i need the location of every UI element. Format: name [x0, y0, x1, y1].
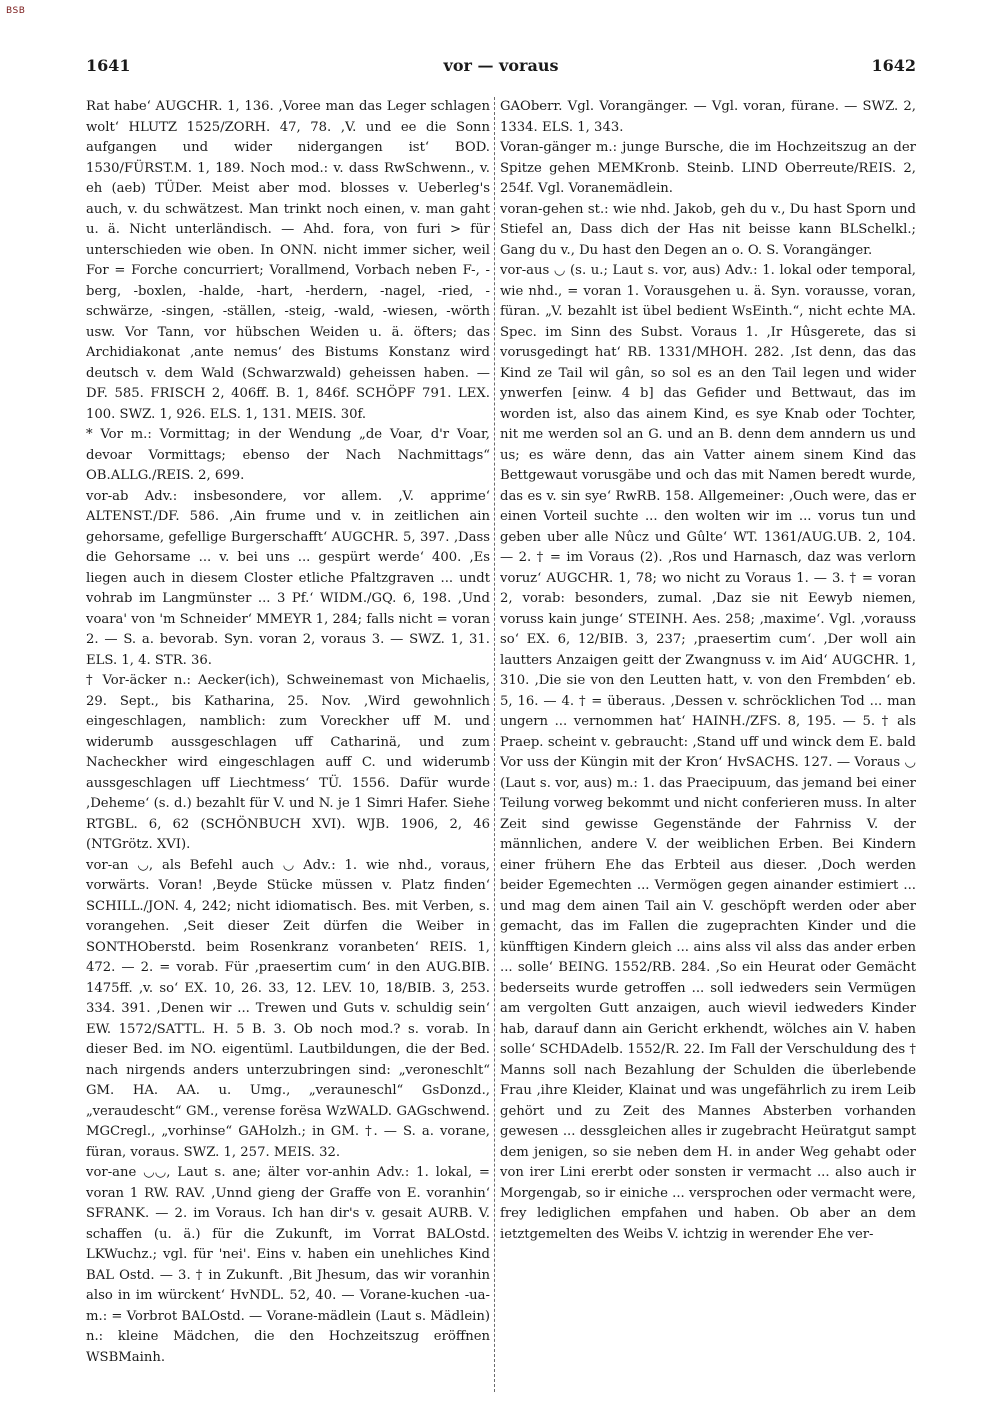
entry-paragraph: Rat habe‘ AUGCHR. 1, 136. ‚Voree man das Leger schlagen wolt‘ HLUTZ 1525/ZORH. 47, 78. ‚V. und ee die Sonn aufgangen und wider nidergangen ist‘ BOD. 1530/FÜRST.M. 1, 189. Noch mod.: v. dass RwSchwenn., v. eh (aeb) TÜDer. Meist aber mod. blosses v. Ueberleg's auch, v. du schwätzest. Man trinkt noch einen, v. man gaht u. ä. Nicht unterländisch. — Ahd. fora, von furi > für unterschieden wie oben. In ONN. nicht immer sicher, weil For = Forche concurriert; Vorallmend, Vorbach neben F-, -berg, -boxlen, -halde, -hart, -herdern, -nagel, -ried, -schwärze, -singen, -ställen, -steig, -wald, -wiesen, -wörth usw. Vor Tann, vor hübschen Weiden u. ä. öfters; das Archidiakonat ‚ante nemus‘ des Bistums Konstanz wird deutsch v. dem Wald (Schwarzwald) geheissen haben. — DF. 585. FRISCH 2, 406ff. B. 1, 846f. SCHÖPF 791. LEX. 100. SWZ. 1, 926. ELS. 1, 131. MEIS. 30f. — [86, 99, 490, 422]
entry-voran: vor-an ◡, als Befehl auch ◡ Adv.: 1. wie nhd., voraus, vorwärts. Voran! ‚Beyde Stücke müssen v. Platz finden‘ SCHILL./JON. 4, 242; nicht idiomatisch. Bes. mit Verben, s. vorangehen. ‚Seit dieser Zeit dürfen die Weiber in SONTHOberstd. beim Rosenkranz voranbeten‘ REIS. 1, 472. — 2. = vorab. Für ‚praesertim cum‘ in den AUG.BIB. 1475ff. ‚v. so‘ EX. 10, 26. 33, 12. LEV. 10, 18/BIB. 3, 253. 334. 391. ‚Denen wir ... Trewen und Guts v. schuldig sein‘ EW. 1572/SATTL. H. 5 B. 3. Ob noch mod.? s. vorab. In dieser Bed. im NO. eigentüml. Lautbildungen, die der Bed. nach nirgends anders unterzubringen sind: „veroneschlt“ GM. HA. AA. u. Umg., „verauneschl“ GsDonzd., „veraudescht“ GM., verense forësa WzWALD. GAGschwend. MGCregl., „vorhinse“ GAHolzh.; in GM. †. — S. a. vorane, füran, voraus. SWZ. 1, 257. MEIS. 32. — [86, 857, 490, 1160]
entry-vorangaenger: Voran-gänger m.: junge Bursche, die im Hochzeitszug an der Spitze gehen MEMKronb. Steinb. LIND Oberreute/REIS. 2, 254f. Vgl. Voranemädlein. — [500, 140, 916, 196]
right-column — [500, 97, 916, 1397]
entry-voraecker: † Vor-äcker n.: Aecker(ich), Schweinemast von Michaelis, 29. Sept., bis Katharina, 25. Nov. ‚Wird gewohnlich eingeschlagen, namblich: zum Voreckher uff M. und widerumb aussgeschlagen uff Catharinä, und zum Nacheckher wird eingeschlagen auff C. und widerumb aussgeschlagen uff Liechtmess‘ TÜ. 1556. Dafür wurde ‚Deheme‘ (s. d.) bezahlt für V. und N. je 1 Simri Hafer. Siehe RTGBL. 6, 62 (SCHÖNBUCH XVI). WJB. 1906, 2, 46 (NTGrötz. XVI). — [86, 673, 490, 852]
column-divider — [494, 97, 495, 1392]
entry-vorane: vor-ane ◡◡, Laut s. ane; älter vor-anhin Adv.: 1. lokal, = voran 1 RW. RAV. ‚Unnd gieng der Graffe von E. voranhin‘ SFRANK. — 2. im Voraus. Ich han dir's v. gesait AURB. V. schaffen (u. ä.) für die Zukunft, im Vorrat BALOstd. LKWuchz.; vgl. für 'nei'. Eins v. haben ein unehliches Kind BAL Ostd. — 3. † in Zukunft. ‚Bit Jhesum, das wir voranhin also in im würckent‘ HvNDL. 52, 40. — Vorane-kuchen -ua- m.: = Vorbrot BALOstd. — Vorane-mädlein (Laut s. Mädlein) n.: kleine Mädchen, die den Hochzeitszug eröffnen WSBMainh. — [86, 1165, 490, 1365]
entry-voraus: vor-aus ◡ (s. u.; Laut s. vor, aus) Adv.: 1. lokal oder temporal, wie nhd., = voran 1. Vorausgehen u. ä. Syn. vorausse, voran, füran. „V. bezahlt ist übel bedient WsEinth.“, nicht echte MA. Spec. im Sinn des Subst. Voraus 1. ‚Ir Hûsgerete, das si vorusgedingt hat‘ RB. 1331/MHOH. 282. ‚Ist denn, das das Kind ze Tail wil gân, so sol es an den Tail legen und wider ynwerfen [einw. 4 b] das Gefider und Bettwaut, das im worden ist, also das ainem Kind, es sye Knab oder Tochter, nit me werden sol an G. und an B. denn dem anndern us und us; es wäre denn, das ain Vatter ainem sinem Kind das Bettgewaut vorusgäbe und och das mit Namen beredt wurde, das es v. sin sye‘ RwRB. 158. Allgemeiner: ‚Ouch were, das er einen Vorteil suchte ... den wolten wir im ... vorus tun und geben uber alle Nûcz und Gûlte‘ WT. 1361/AUG.UB. 2, 104. — 2. † = im Voraus (2). ‚Ros und Harnasch, daz was verlorn voruz‘ AUGCHR. 1, 78; wo nicht zu Voraus 1. — 3. † = voran 2, vorab: besonders, zumal. ‚Daz sie nit Eewyb niemen, voruss kain junge‘ STEINH. Aes. 258; ‚maxime‘. Vgl. ‚vorauss so‘ EX. 6, 12/BIB. 3, 237; ‚praesertim cum‘. ‚Der woll ain lautters Anzaigen geitt der Zwangnuss v. im Aid‘ AUGCHR. 1, 310. ‚Die sie von den Leutten hatt, v. von den Frembden‘ eb. 5, 16. — 4. † = überaus. ‚Dessen v. schröcklichen Tod ... man ungern ... vernommen hat‘ HAINH./ZFS. 8, 195. — 5. † als Praep. scheint v. gebraucht: ‚Stand uff und winck dem E. bald Vor uss der Küngin mit der Kron‘ HvSACHS. 127. — Voraus ◡ (Laut s. vor, aus) m.: 1. das Praecipuum, das jemand bei einer Teilung vorweg bekommt und nicht conferieren muss. In alter Zeit sind gewisse Gegenstände der Fahrniss V. der männlichen, andere V. der weiblichen Erben. Bei Kindern einer frühern Ehe das Erbteil aus dieser. ‚Doch werden beider Egemechten ... Vermögen gegen ainander estimiert ... und mag dem ainen Tail ain V. geschöpft werden oder aber gemacht, das im Fallen die zugeprachten Kinder und die künfftigen Kindern gleich ... ains alss vil alss das ander erben ... solle‘ BEING. 1552/RB. 284. ‚So ein Heurat oder Gemächt bederseits wurde getroffen ... soll iedweders sein Vermügen am vergolten Gutt anzaigen, auch wievil iedweders Kinder hab, darauf dann ain Gericht erkhendt, wölches ain V. haben solle‘ SCHDAdelb. 1552/R. 22. Im Fall der Verschuldung des † Manns soll nach Bezahlung der Schulden die überlebende Frau ‚ihre Kleider, Klainat und was ungefährlich zu irem Leib gehört und zu Zeit des Mannes Absterben vorhanden gewesen ... dessgleichen alles ir zugebracht Heüratgut sampt dem jenigen, so sie neben dem H. in ander Weg gehabt oder von irer Lini ererbt oder sonsten ir vermacht ... also auch ir Morgengab, so ir einiche ... versprochen oder vermacht were, frey lediglichen empfahen und haben. Ob aber an dem ietztgemelten des Weibs V. ichtzig in werender Ehe ver- — [500, 263, 916, 1242]
entry-continuation: GAOberr. Vgl. Vorangänger. — Vgl. voran, fürane. — SWZ. 2, 1334. ELS. 1, 343. — [500, 99, 916, 135]
entry-vorangehen: voran-gehen st.: wie nhd. Jakob, geh du v., Du hast Sporn und Stiefel an, Dass dich der Has nit beisse kann BLSchelkl.; Gang du v., Du hast den Degen an o. O. S. Vorangänger. — [500, 201, 916, 258]
left-column — [86, 97, 490, 1397]
page-header — [86, 56, 916, 84]
page-number-left: 1641 — [86, 56, 131, 75]
library-stamp: BSB — [6, 6, 26, 16]
page-number-right: 1642 — [871, 56, 916, 75]
running-title: vor — voraus — [443, 56, 559, 75]
entry-vor-noun: * Vor m.: Vormittag; in der Wendung „de Voar, d'r Voar, devoar Vormittags; ebenso der Nach Nachmittags“ OB.ALLG./REIS. 2, 699. — [86, 427, 490, 483]
entry-vorab: vor-ab Adv.: insbesondere, vor allem. ‚V. apprime‘ ALTENST./DF. 586. ‚Ain frume und v. in zeitlichen ain gehorsame, gefellige Burgerschafft‘ AUGCHR. 5, 397. ‚Dass die Gehorsame ... v. bei uns ... gespürt werde‘ 400. ‚Es liegen auch in diesem Closter etliche Pfaltzgraven ... undt vohrab im Langmünster ... 3 Pf.‘ WIDM./GQ. 6, 198. ‚Und voara' von 'm Schneider‘ MMEYR 1, 284; falls nicht = voran 2. — S. a. bevorab. Syn. voran 2, voraus 3. — SWZ. 1, 31. ELS. 1, 4. STR. 36. — [86, 488, 490, 668]
